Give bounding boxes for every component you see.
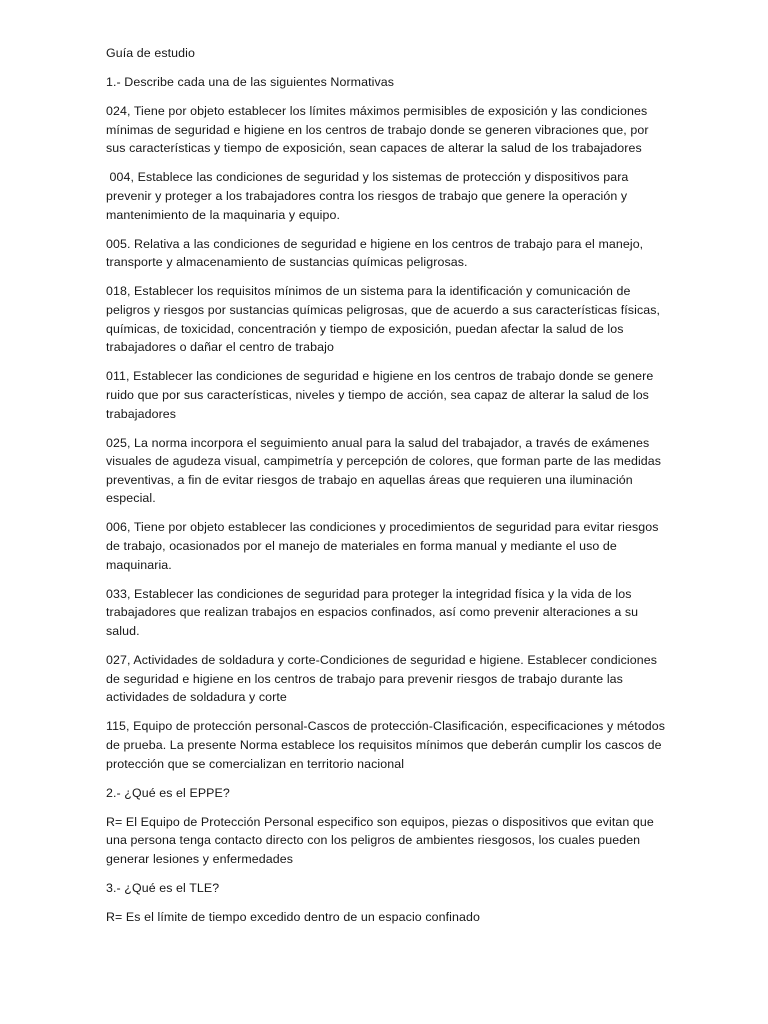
question-1: 1.- Describe cada una de las siguientes Normativas <box>106 75 395 90</box>
norma-024: 024, Tiene por objeto establecer los límites máximos permisibles de exposición y las condiciones mínimas de seguridad e higiene en los centros de trabajo donde se generen vibraciones que, por sus características y tiempo de exposición, sean capaces de alterar la salud de los trabajadores <box>106 104 649 156</box>
question-2: 2.- ¿Qué es el EPPE? <box>106 785 230 800</box>
answer-3: R= Es el límite de tiempo excedido dentro de un espacio confinado <box>106 910 480 925</box>
norma-006: 006, Tiene por objeto establecer las condiciones y procedimientos de seguridad para evitar riesgos de trabajo, ocasionados por el manejo de materiales en forma manual y mediante el uso de maquinaria. <box>106 520 659 572</box>
norma-011: 011, Establecer las condiciones de seguridad e higiene en los centros de trabajo donde se genere ruido que por sus características, niveles y tiempo de acción, sea capaz de alterar la salud de los trabajadores <box>106 369 654 421</box>
norma-018: 018, Establecer los requisitos mínimos de un sistema para la identificación y comunicación de peligros y riesgos por sustancias químicas peligrosas, que de acuerdo a sus características físicas, químicas, de toxicidad, concentración y tiempo de exposición, puedan afectar la salud de los trabajadores o dañar el centro de trabajo <box>106 284 661 355</box>
question-3: 3.- ¿Qué es el TLE? <box>106 880 220 895</box>
document-title: Guía de estudio <box>106 46 195 60</box>
norma-025: 025, La norma incorpora el seguimiento anual para la salud del trabajador, a través de exámenes visuales de agudeza visual, campimetría y percepción de colores, que forman parte de las medidas preventivas, a fin de evitar riesgos de trabajo en aquellas áreas que requieren una iluminación especial. <box>106 435 662 506</box>
norma-115: 115, Equipo de protección personal-Cascos de protección-Clasificación, especificaciones y métodos de prueba. La presente Norma establece los requisitos mínimos que deberán cumplir los cascos de protección que se comercializan en territorio nacional <box>106 719 666 771</box>
norma-033: 033, Establecer las condiciones de seguridad para proteger la integridad física y la vida de los trabajadores que realizan trabajos en espacios confinados, así como prevenir alteraciones a su salud. <box>106 586 639 638</box>
norma-004: 004, Establece las condiciones de seguridad y los sistemas de protección y dispositivos para prevenir y proteger a los trabajadores contra los riesgos de trabajo que genere la operación y mantenimiento de la maquinaria y equipo. <box>106 170 632 222</box>
answer-2: R= El Equipo de Protección Personal especifico son equipos, piezas o dispositivos que evitan que una persona tenga contacto directo con los peligros de ambientes riesgosos, los cuales pueden generar lesiones y enfermedades <box>106 814 654 866</box>
norma-005: 005. Relativa a las condiciones de seguridad e higiene en los centros de trabajo para el manejo, transporte y almacenamiento de sustancias químicas peligrosas. <box>106 236 644 270</box>
norma-027: 027, Actividades de soldadura y corte-Condiciones de seguridad e higiene. Establecer condiciones de seguridad e higiene en los centros de trabajo para prevenir riesgos de trabajo durante las actividades de soldadura y corte <box>106 653 657 705</box>
study-guide-page <box>106 44 666 937</box>
